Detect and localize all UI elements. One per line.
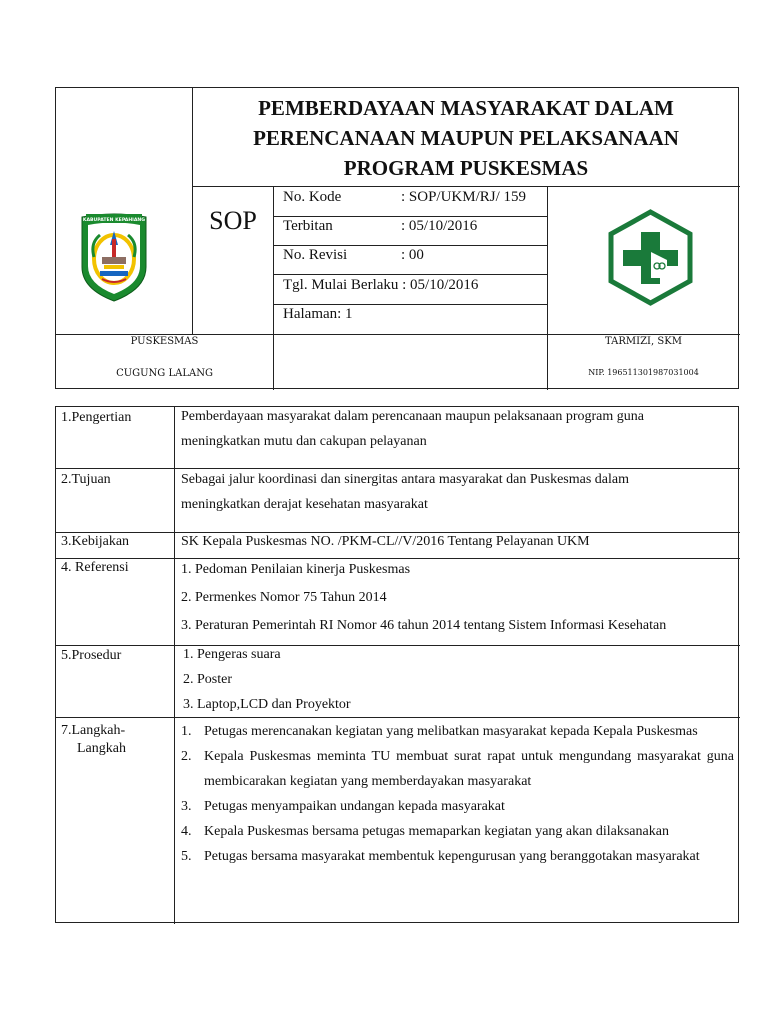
section-body-prosedur bbox=[183, 642, 736, 717]
meta-value: : 05/10/2016 bbox=[401, 218, 478, 234]
section-body-tujuan bbox=[181, 467, 734, 517]
divider bbox=[56, 717, 740, 718]
list-item bbox=[181, 794, 734, 819]
text-line: meningkatkan derajat kesehatan masyarakat bbox=[181, 497, 428, 512]
item-number: 2. bbox=[181, 749, 192, 764]
section-body-langkah bbox=[181, 719, 734, 869]
section-label-pengertian: 1.Pengertian bbox=[61, 410, 132, 425]
text-line: SK Kepala Puskesmas NO. /PKM-CL//V/2016 Tentang Pelayanan UKM bbox=[181, 534, 590, 549]
title-line: PROGRAM PUSKESMAS bbox=[343, 156, 589, 180]
title-line: PERENCANAAN MAUPUN PELAKSANAAN bbox=[253, 126, 679, 150]
meta-value: : SOP/UKM/RJ/ 159 bbox=[401, 189, 527, 205]
item-text: Petugas merencanakan kegiatan yang melibatkan masyarakat kepada Kepala Puskesmas bbox=[204, 724, 698, 739]
list-item bbox=[181, 719, 734, 744]
signer-nip: NIP. 196511301987031004 bbox=[588, 368, 699, 377]
list-item bbox=[181, 744, 734, 794]
meta-value: : 00 bbox=[401, 247, 424, 263]
meta-key: No. Kode bbox=[283, 189, 342, 205]
section-label-prosedur: 5.Prosedur bbox=[61, 648, 122, 663]
section-body-kebijakan bbox=[181, 529, 734, 554]
item-number: 1. bbox=[181, 724, 192, 739]
item-text: Kepala Puskesmas bersama petugas memaparkan kegiatan yang akan dilaksanakan bbox=[204, 824, 669, 839]
list-item: 1. Pengeras suara bbox=[183, 647, 281, 662]
puskesmas-cross-icon bbox=[607, 208, 694, 307]
document-title bbox=[193, 88, 739, 186]
item-number: 4. bbox=[181, 824, 192, 839]
label-line: 7.Langkah- bbox=[61, 723, 126, 738]
section-body-referensi bbox=[181, 556, 734, 640]
section-body-pengertian bbox=[181, 404, 734, 454]
item-text: Petugas bersama masyarakat membentuk kepengurusan yang beranggotakan masyarakat bbox=[204, 849, 700, 864]
sop-label: SOP bbox=[209, 206, 257, 235]
text-line: Sebagai jalur koordinasi dan sinergitas antara masyarakat dan Puskesmas dalam bbox=[181, 472, 629, 487]
sop-header-table bbox=[55, 87, 739, 389]
text-line: Pemberdayaan masyarakat dalam perencanaan maupun pelaksanaan program guna bbox=[181, 409, 644, 424]
org-name: PUSKESMAS bbox=[130, 336, 199, 347]
section-label-kebijakan: 3.Kebijakan bbox=[61, 534, 130, 549]
title-line: PEMBERDAYAAN MASYARAKAT DALAM bbox=[258, 96, 674, 120]
list-item bbox=[181, 844, 734, 869]
divider bbox=[547, 186, 548, 390]
item-number: 3. bbox=[181, 799, 192, 814]
item-text: Kepala Puskesmas meminta TU membuat surat rapat untuk mengundang masyarakat guna membicarakan kegiatan yang memberdayakan masyarakat bbox=[204, 749, 734, 789]
meta-key: Terbitan bbox=[283, 218, 333, 234]
signer-name: TARMIZI, SKM bbox=[605, 336, 682, 347]
divider bbox=[273, 274, 547, 275]
divider bbox=[56, 334, 740, 335]
section-label-tujuan: 2.Tujuan bbox=[61, 472, 111, 487]
list-item: 1. Pedoman Penilaian kinerja Puskesmas bbox=[181, 562, 411, 577]
section-label-referensi: 4. Referensi bbox=[61, 560, 129, 575]
divider bbox=[192, 186, 740, 187]
kabupaten-kepahiang-crest-icon bbox=[78, 209, 150, 303]
crest-banner-text: KABUPATEN KEPAHIANG bbox=[82, 218, 146, 223]
text-line: meningkatkan mutu dan cakupan pelayanan bbox=[181, 434, 427, 449]
item-number: 5. bbox=[181, 849, 192, 864]
sop-content-table bbox=[55, 406, 739, 923]
divider bbox=[174, 407, 175, 924]
label-line: Langkah bbox=[77, 741, 126, 756]
list-item: 3. Laptop,LCD dan Proyektor bbox=[183, 697, 351, 712]
meta-full: Halaman: 1 bbox=[283, 306, 353, 322]
list-item: 2. Permenkes Nomor 75 Tahun 2014 bbox=[181, 590, 387, 605]
list-item: 2. Poster bbox=[183, 672, 232, 687]
section-label-langkah bbox=[61, 722, 171, 758]
meta-key: No. Revisi bbox=[283, 247, 348, 263]
list-item: 3. Peraturan Pemerintah RI Nomor 46 tahun 2014 tentang Sistem Informasi Kesehatan bbox=[181, 618, 667, 633]
item-text: Petugas menyampaikan undangan kepada masyarakat bbox=[204, 799, 505, 814]
list-item bbox=[181, 819, 734, 844]
org-location: CUGUNG LALANG bbox=[116, 368, 213, 379]
meta-full: Tgl. Mulai Berlaku : 05/10/2016 bbox=[283, 277, 479, 293]
